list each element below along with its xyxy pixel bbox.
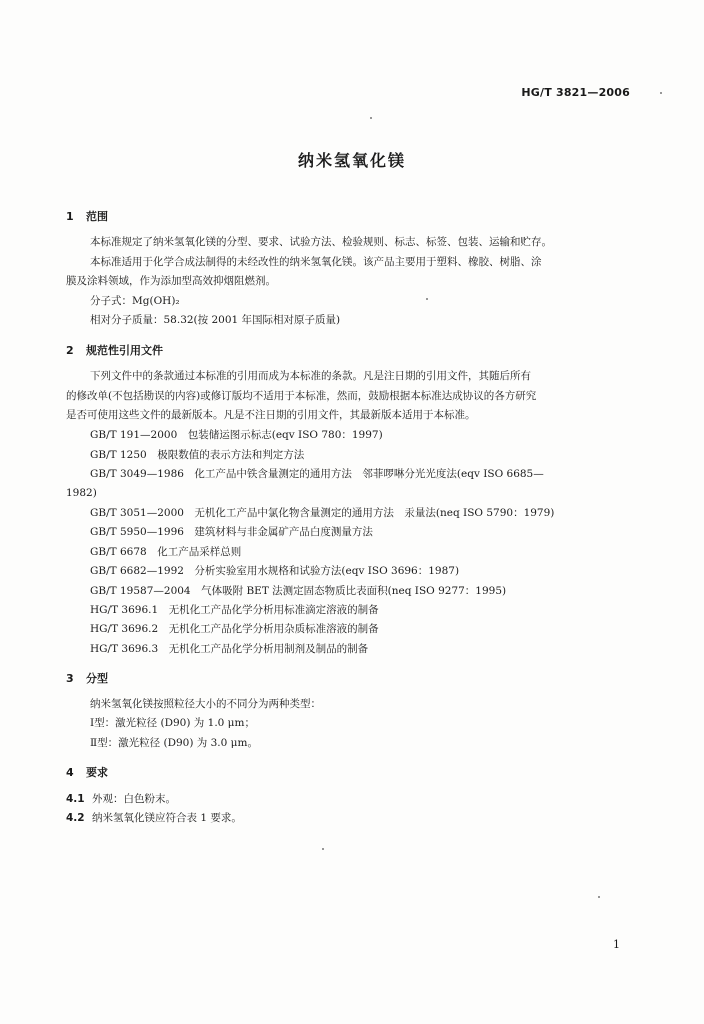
section-number: 2 <box>66 344 74 357</box>
clause-text: 外观：白色粉末。 <box>92 793 176 805</box>
section-1-heading <box>66 208 108 224</box>
reference-item: GB/T 3051—2000 无机化工产品中氯化物含量测定的通用方法 汞量法(neq ISO 5790：1979) <box>90 507 555 519</box>
scan-speck <box>660 92 662 94</box>
reference-item: GB/T 191—2000 包装储运图示标志(eqv ISO 780：1997) <box>90 429 383 441</box>
section-number: 4 <box>66 766 74 779</box>
section-number: 1 <box>66 210 74 223</box>
reference-item: GB/T 1250 极限数值的表示方法和判定方法 <box>90 449 305 461</box>
requirement-4-2 <box>66 811 646 825</box>
scope-paragraph-2-line-1: 本标准适用于化学合成法制得的未经改性的纳米氢氧化镁。该产品主要用于塑料、橡胶、树脂、涂 <box>90 256 542 268</box>
section-title: 分型 <box>86 672 108 685</box>
section-4-heading <box>66 764 108 780</box>
clause-number: 4.1 <box>66 793 85 805</box>
scan-speck <box>370 117 372 119</box>
reference-item: HG/T 3696.2 无机化工产品化学分析用杂质标准溶液的制备 <box>90 623 379 635</box>
scan-speck <box>426 298 428 300</box>
types-intro: 纳米氢氧化镁按照粒径大小的不同分为两种类型： <box>90 698 321 710</box>
section-3-heading <box>66 670 108 686</box>
scan-speck <box>598 896 600 898</box>
requirement-4-1 <box>66 792 646 806</box>
clause-number: 4.2 <box>66 812 85 824</box>
standard-number-header: HG/T 3821—2006 <box>521 86 630 99</box>
reference-item-continuation: 1982) <box>66 487 97 499</box>
reference-item: HG/T 3696.1 无机化工产品化学分析用标准滴定溶液的制备 <box>90 604 379 616</box>
type-2: Ⅱ型：激光粒径 (D90) 为 3.0 μm。 <box>90 737 258 749</box>
scope-paragraph-2-line-2: 膜及涂料领域，作为添加型高效抑烟阻燃剂。 <box>66 275 276 287</box>
scope-paragraph-1: 本标准规定了纳米氢氧化镁的分型、要求、试验方法、检验规则、标志、标签、包装、运输和贮存。 <box>90 236 552 248</box>
normative-intro-line-2: 的修改单(不包括勘误的内容)或修订版均不适用于本标准，然而，鼓励根据本标准达成协议的各方研究 <box>66 390 537 402</box>
normative-intro-line-1: 下列文件中的条款通过本标准的引用而成为本标准的条款。凡是注日期的引用文件，其随后所有 <box>90 370 531 382</box>
reference-item: GB/T 6682—1992 分析实验室用水规格和试验方法(eqv ISO 3696：1987) <box>90 565 460 577</box>
reference-item: HG/T 3696.3 无机化工产品化学分析用制剂及制品的制备 <box>90 643 369 655</box>
section-number: 3 <box>66 672 74 685</box>
scan-speck <box>322 848 324 850</box>
molecular-mass: 相对分子质量：58.32(按 2001 年国际相对原子质量) <box>90 314 341 326</box>
normative-intro-line-3: 是否可使用这些文件的最新版本。凡是不注日期的引用文件，其最新版本适用于本标准。 <box>66 409 476 421</box>
clause-text: 纳米氢氧化镁应符合表 1 要求。 <box>92 812 242 824</box>
page-number: 1 <box>613 938 620 951</box>
molecular-formula: 分子式：Mg(OH)₂ <box>90 295 180 307</box>
section-2-heading <box>66 342 163 358</box>
reference-item: GB/T 5950—1996 建筑材料与非金属矿产品白度测量方法 <box>90 526 373 538</box>
reference-item: GB/T 19587—2004 气体吸附 BET 法测定固态物质比表面积(neq ISO 9277：1995) <box>90 585 507 597</box>
reference-item: GB/T 3049—1986 化工产品中铁含量测定的通用方法 邻菲啰啉分光光度法(eqv ISO 6685— <box>90 468 544 480</box>
section-title: 规范性引用文件 <box>86 344 163 357</box>
reference-item: GB/T 6678 化工产品采样总则 <box>90 546 242 558</box>
type-1: Ⅰ型：激光粒径 (D90) 为 1.0 μm； <box>90 717 255 729</box>
section-title: 范围 <box>86 210 108 223</box>
document-title: 纳米氢氧化镁 <box>297 151 406 170</box>
section-title: 要求 <box>86 766 108 779</box>
